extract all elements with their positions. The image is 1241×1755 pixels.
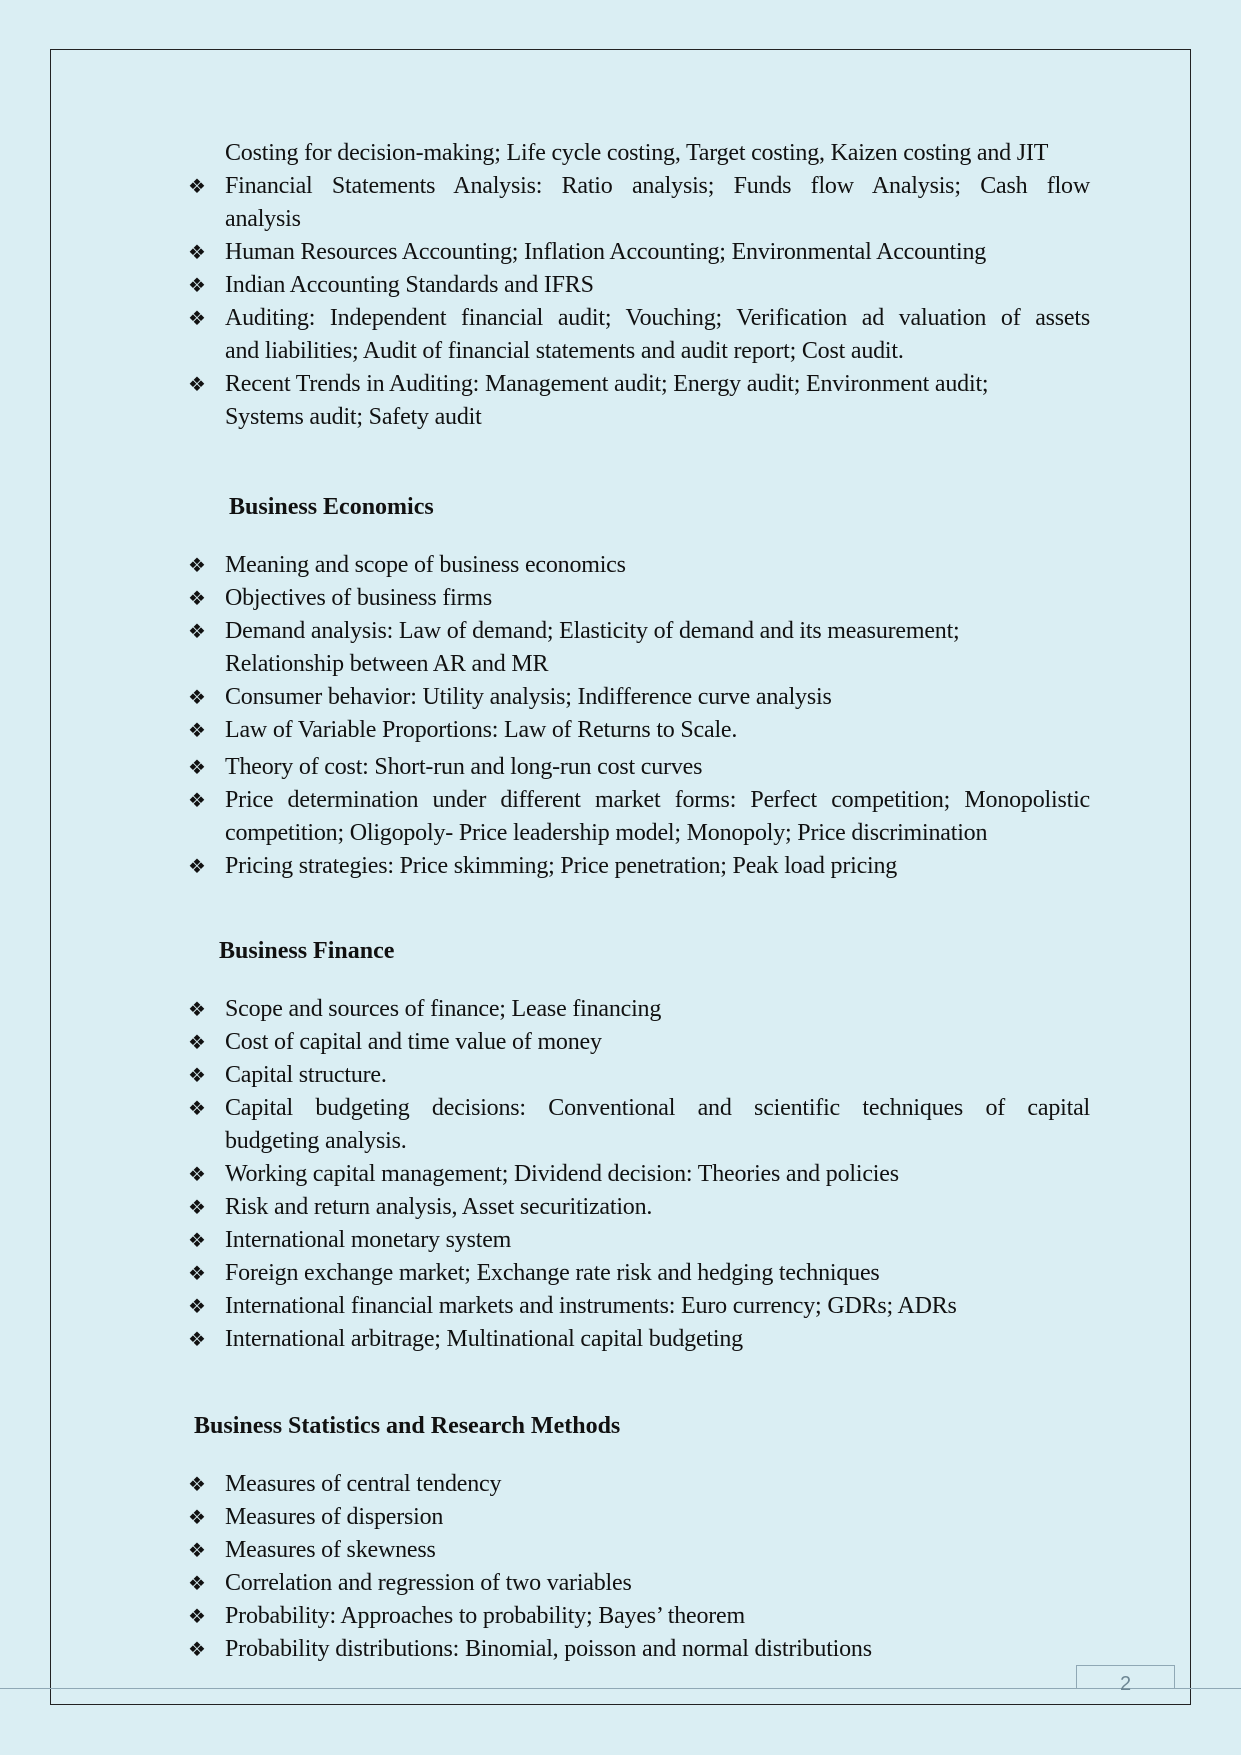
list-item: Probability distributions: Binomial, poisson and normal distributions <box>225 1636 872 1662</box>
bullet-icon: ❖ <box>188 619 206 643</box>
list-item: Scope and sources of finance; Lease financing <box>225 996 662 1022</box>
bullet-icon: ❖ <box>188 372 206 396</box>
bullet-icon: ❖ <box>188 788 206 812</box>
list-item: International financial markets and instruments: Euro currency; GDRs; ADRs <box>225 1293 957 1319</box>
accounting-list-item-line-1: Auditing: Independent financial audit; Vouching; Verification ad valuation of assets <box>225 305 1090 331</box>
bullet-icon: ❖ <box>188 1294 206 1318</box>
list-item: Foreign exchange market; Exchange rate risk and hedging techniques <box>225 1260 880 1286</box>
list-item: Measures of dispersion <box>225 1504 444 1530</box>
bullet-icon: ❖ <box>188 240 206 264</box>
bullet-icon: ❖ <box>188 1261 206 1285</box>
section-heading: Business Economics <box>229 494 434 520</box>
bullet-icon: ❖ <box>188 1637 206 1661</box>
list-item: Probability: Approaches to probability; Bayes’ theorem <box>225 1603 745 1629</box>
list-item: International monetary system <box>225 1227 512 1253</box>
bullet-icon: ❖ <box>188 1096 206 1120</box>
bullet-icon: ❖ <box>188 755 206 779</box>
list-item: Objectives of business firms <box>225 585 493 611</box>
bullet-icon: ❖ <box>188 553 206 577</box>
continued-text: Costing for decision-making; Life cycle costing, Target costing, Kaizen costing and JIT <box>225 140 1049 166</box>
list-item: International arbitrage; Multinational capital budgeting <box>225 1326 743 1352</box>
section-heading: Business Statistics and Research Methods <box>194 1413 621 1439</box>
bullet-icon: ❖ <box>188 718 206 742</box>
bullet-icon: ❖ <box>188 1472 206 1496</box>
bullet-icon: ❖ <box>188 1228 206 1252</box>
accounting-list-item: Human Resources Accounting; Inflation Accounting; Environmental Accounting <box>225 239 987 265</box>
bullet-icon: ❖ <box>188 1538 206 1562</box>
list-item: Correlation and regression of two variables <box>225 1570 632 1596</box>
bullet-icon: ❖ <box>188 586 206 610</box>
list-item-line-2: competition; Oligopoly- Price leadership model; Monopoly; Price discrimination <box>225 820 988 846</box>
list-item: Law of Variable Proportions: Law of Returns to Scale. <box>225 717 738 743</box>
accounting-list-item-line-1: Recent Trends in Auditing: Management audit; Energy audit; Environment audit; <box>225 371 989 397</box>
section-heading: Business Finance <box>219 938 395 964</box>
bullet-icon: ❖ <box>188 1162 206 1186</box>
list-item: Pricing strategies: Price skimming; Price penetration; Peak load pricing <box>225 853 898 879</box>
bullet-icon: ❖ <box>188 854 206 878</box>
list-item: Capital structure. <box>225 1062 387 1088</box>
bullet-icon: ❖ <box>188 273 206 297</box>
bullet-icon: ❖ <box>188 1327 206 1351</box>
bullet-icon: ❖ <box>188 997 206 1021</box>
bullet-icon: ❖ <box>188 1505 206 1529</box>
bullet-icon: ❖ <box>188 1030 206 1054</box>
list-item-line-1: Price determination under different market forms: Perfect competition; Monopolistic <box>225 787 1090 813</box>
list-item: Measures of central tendency <box>225 1471 502 1497</box>
accounting-list-item-line-2: and liabilities; Audit of financial statements and audit report; Cost audit. <box>225 338 904 364</box>
bullet-icon: ❖ <box>188 1604 206 1628</box>
list-item-line-1: Capital budgeting decisions: Conventional and scientific techniques of capital <box>225 1095 1090 1121</box>
bullet-icon: ❖ <box>188 685 206 709</box>
list-item-line-1: Demand analysis: Law of demand; Elasticity of demand and its measurement; <box>225 618 960 644</box>
accounting-list-item: Indian Accounting Standards and IFRS <box>225 272 594 298</box>
accounting-list-item-line-2: Systems audit; Safety audit <box>225 404 482 430</box>
list-item: Theory of cost: Short-run and long-run cost curves <box>225 754 703 780</box>
list-item: Risk and return analysis, Asset securitization. <box>225 1194 653 1220</box>
accounting-list-item-line-2: analysis <box>225 206 301 232</box>
list-item: Meaning and scope of business economics <box>225 552 626 578</box>
bullet-icon: ❖ <box>188 1063 206 1087</box>
list-item: Cost of capital and time value of money <box>225 1029 602 1055</box>
accounting-list-item-line-1: Financial Statements Analysis: Ratio analysis; Funds flow Analysis; Cash flow <box>225 173 1090 199</box>
page-number: 2 <box>1119 1673 1132 1695</box>
bullet-icon: ❖ <box>188 174 206 198</box>
list-item-line-2: Relationship between AR and MR <box>225 651 549 677</box>
list-item-line-2: budgeting analysis. <box>225 1128 407 1154</box>
list-item: Working capital management; Dividend decision: Theories and policies <box>225 1161 899 1187</box>
bullet-icon: ❖ <box>188 1195 206 1219</box>
list-item: Consumer behavior: Utility analysis; Indifference curve analysis <box>225 684 832 710</box>
list-item: Measures of skewness <box>225 1537 436 1563</box>
bullet-icon: ❖ <box>188 1571 206 1595</box>
footer-rule <box>0 1688 1241 1689</box>
bullet-icon: ❖ <box>188 306 206 330</box>
